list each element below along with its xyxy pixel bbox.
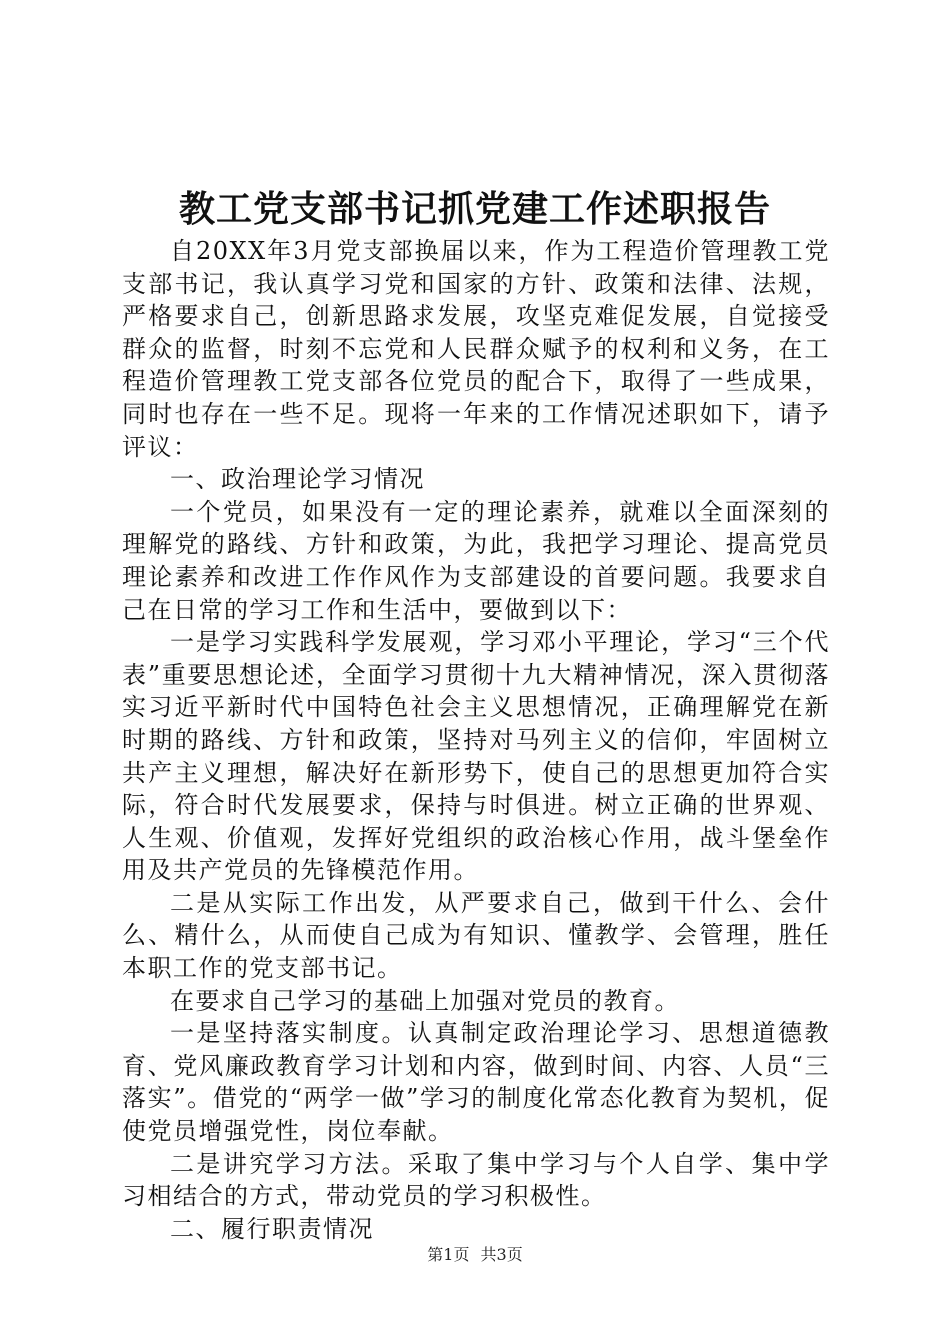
document-body (122, 235, 830, 1245)
page-number-total: 共3页 (480, 1245, 523, 1264)
document-title: 教工党支部书记抓党建工作述职报告 (178, 188, 771, 230)
paragraph-point-two: 二是从实际工作出发，从严要求自己，做到干什么、会什么、精什么，从而使自己成为有知识、懂教学、会管理，胜任本职工作的党支部书记。 (122, 888, 830, 983)
section-heading-duties: 二、履行职责情况 (170, 1214, 374, 1243)
page-footer (0, 1244, 950, 1266)
paragraph-theory: 一个党员，如果没有一定的理论素养，就难以全面深刻的理解党的路线、方针和政策，为此，我把学习理论、提高党员理论素养和改进工作作风作为支部建设的首要问题。我要求自己在日常的学习工作和生活中，要做到以下： (122, 497, 830, 624)
paragraph-method: 二是讲究学习方法。采取了集中学习与个人自学、集中学习相结合的方式，带动党员的学习积极性。 (122, 1149, 830, 1211)
page-number-current: 第1页 (427, 1245, 470, 1264)
paragraph-intro: 自20XX年3月党支部换届以来，作为工程造价管理教工党支部书记，我认真学习党和国家的方针、政策和法律、法规，严格要求自己，创新思路求发展，攻坚克难促发展，自觉接受群众的监督，时刻不忘党和人民群众赋予的权利和义务，在工程造价管理教工党支部各位党员的配合下，取得了一些成果，同时也存在一些不足。现将一年来的工作情况述职如下，请予评议： (122, 237, 830, 461)
paragraph-member-education: 在要求自己学习的基础上加强对党员的教育。 (170, 986, 680, 1015)
section-heading-political-study: 一、政治理论学习情况 (170, 465, 425, 494)
paragraph-system: 一是坚持落实制度。认真制定政治理论学习、思想道德教育、党风廉政教育学习计划和内容，做到时间、内容、人员“三落实”。借党的“两学一做”学习的制度化常态化教育为契机，促使党员增强党性，岗位奉献。 (122, 1019, 830, 1146)
paragraph-point-one: 一是学习实践科学发展观，学习邓小平理论，学习“三个代表”重要思想论述，全面学习贯彻十九大精神情况，深入贯彻落实习近平新时代中国特色社会主义思想情况，正确理解党在新时期的路线、方针和政策，坚持对马列主义的信仰，牢固树立共产主义理想，解决好在新形势下，使自己的思想更加符合实际，符合时代发展要求，保持与时俱进。树立正确的世界观、人生观、价值观，发挥好党组织的政治核心作用，战斗堡垒作用及共产党员的先锋模范作用。 (122, 628, 830, 885)
